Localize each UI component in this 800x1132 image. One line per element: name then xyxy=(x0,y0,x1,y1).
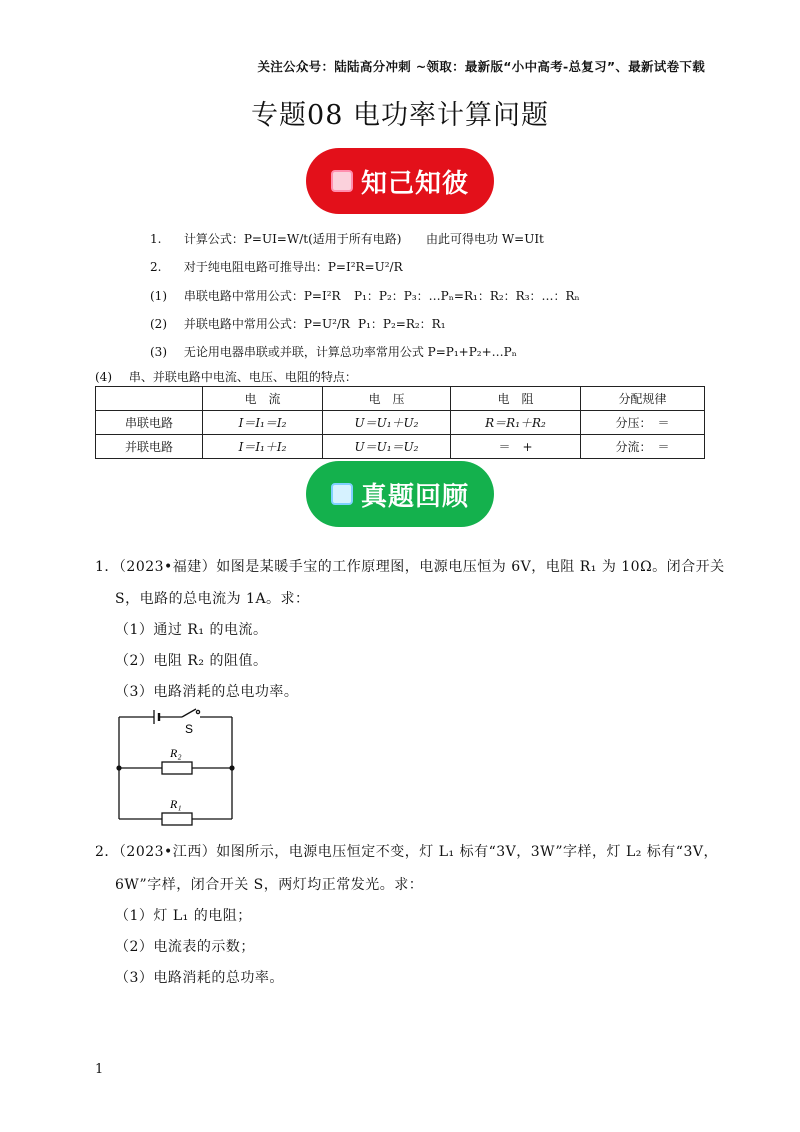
table-cell: ＝ + xyxy=(451,435,581,459)
banner-knowledge xyxy=(306,148,494,214)
circuit-properties-table xyxy=(95,386,705,459)
question-1-sub-2: （2）电阻 R₂ 的阻值。 xyxy=(115,653,268,669)
formula-4-ratio: P₁：P₂=R₂：R₁ xyxy=(358,317,446,331)
table-header-cell: 分配规律 xyxy=(581,387,705,411)
switch-contact xyxy=(196,710,199,713)
question-2-sub-3: （3）电路消耗的总功率。 xyxy=(115,970,284,986)
formula-5-text: 无论用电器串联或并联，计算总功率常用公式 P=P₁+P₂+…Pₙ xyxy=(183,345,517,359)
table-cell: 并联电路 xyxy=(96,435,203,459)
formula-6-num: (4) xyxy=(95,370,112,384)
r2-label: R₂ xyxy=(170,746,182,760)
table-cell: 串联电路 xyxy=(96,411,203,435)
formula-2 xyxy=(150,258,403,275)
formula-6 xyxy=(95,368,357,385)
question-2-sub-2: （2）电流表的示数； xyxy=(115,939,255,955)
banner-review-label: 真题回顾 xyxy=(360,481,469,512)
formula-3-text: 串联电路中常用公式：P=I²R xyxy=(183,289,341,303)
table-cell: U＝U₁＋U₂ xyxy=(323,411,451,435)
formula-1-num: 1. xyxy=(150,232,162,246)
formula-4 xyxy=(150,315,350,332)
question-1-line-2: S，电路的总电流为 1A。求： xyxy=(115,591,310,607)
table-cell: 分压： ＝ xyxy=(581,411,705,435)
formula-4-num: (2) xyxy=(150,317,167,331)
table-header-cell: 电 阻 xyxy=(451,387,581,411)
formula-6-text: 串、并联电路中电流、电压、电阻的特点： xyxy=(128,370,357,384)
banner-knowledge-label: 知己知彼 xyxy=(360,168,469,199)
formula-4-text: 并联电路中常用公式：P=U²/R xyxy=(183,317,350,331)
question-2-line-2: 6W”字样，闭合开关 S，两灯均正常发光。求： xyxy=(115,877,424,893)
header-note: 关注公众号：陆陆高分冲刺 ~领取：最新版“小中高考-总复习”、最新试卷下载 xyxy=(257,59,705,74)
table-cell: R＝R₁＋R₂ xyxy=(451,411,581,435)
formula-5 xyxy=(150,343,517,360)
question-1-sub-1: （1）通过 R₁ 的电流。 xyxy=(115,622,268,638)
formula-3-num: (1) xyxy=(150,289,167,303)
switch-blade xyxy=(182,709,196,717)
table-cell: I＝I₁＝I₂ xyxy=(203,411,323,435)
table-cell: 分流： ＝ xyxy=(581,435,705,459)
banner-review xyxy=(306,461,494,527)
formula-1-text: 计算公式：P=UI=W/t(适用于所有电路) xyxy=(183,232,402,246)
resistor-r1 xyxy=(162,813,192,825)
table-header-row xyxy=(96,387,705,411)
question-1-line-1: 1．（2023•福建）如图是某暖手宝的工作原理图，电源电压恒为 6V，电阻 R₁ 为 10Ω。闭合开关 xyxy=(95,559,725,575)
resistor-r2 xyxy=(162,762,192,774)
table-cell: I＝I₁＋I₂ xyxy=(203,435,323,459)
question-1-sub-3: （3）电路消耗的总电功率。 xyxy=(115,684,299,700)
r1-label: R₁ xyxy=(170,797,182,811)
junction-right xyxy=(229,765,234,770)
formula-3-ratio: P₁：P₂：P₃：…Pₙ=R₁：R₂：R₃：…：Rₙ xyxy=(354,289,580,303)
chart-icon xyxy=(331,483,353,505)
formula-2-text: 对于纯电阻电路可推导出：P=I²R=U²/R xyxy=(183,260,403,274)
page-number: 1 xyxy=(95,1062,104,1077)
question-2-line-1: 2．（2023•江西）如图所示，电源电压恒定不变，灯 L₁ 标有“3V，3W”字样，灯 L₂ 标有“3V， xyxy=(95,844,718,860)
formula-5-num: (3) xyxy=(150,345,167,359)
table-row xyxy=(96,435,705,459)
table-header-cell: 电 压 xyxy=(323,387,451,411)
circuit-diagram xyxy=(110,703,245,828)
table-header-cell xyxy=(96,387,203,411)
table-header-cell: 电 流 xyxy=(203,387,323,411)
page-title: 专题08 电功率计算问题 xyxy=(251,100,549,131)
table-cell: U＝U₁＝U₂ xyxy=(323,435,451,459)
question-2-sub-1: （1）灯 L₁ 的电阻； xyxy=(115,908,252,924)
formula-1 xyxy=(150,230,401,247)
formula-3 xyxy=(150,287,341,304)
switch-label: S xyxy=(185,722,194,736)
junction-left xyxy=(116,765,121,770)
badge-icon xyxy=(331,170,353,192)
formula-1-extra: 由此可得电功 W=UIt xyxy=(426,232,544,246)
formula-2-num: 2. xyxy=(150,260,162,274)
table-row xyxy=(96,411,705,435)
